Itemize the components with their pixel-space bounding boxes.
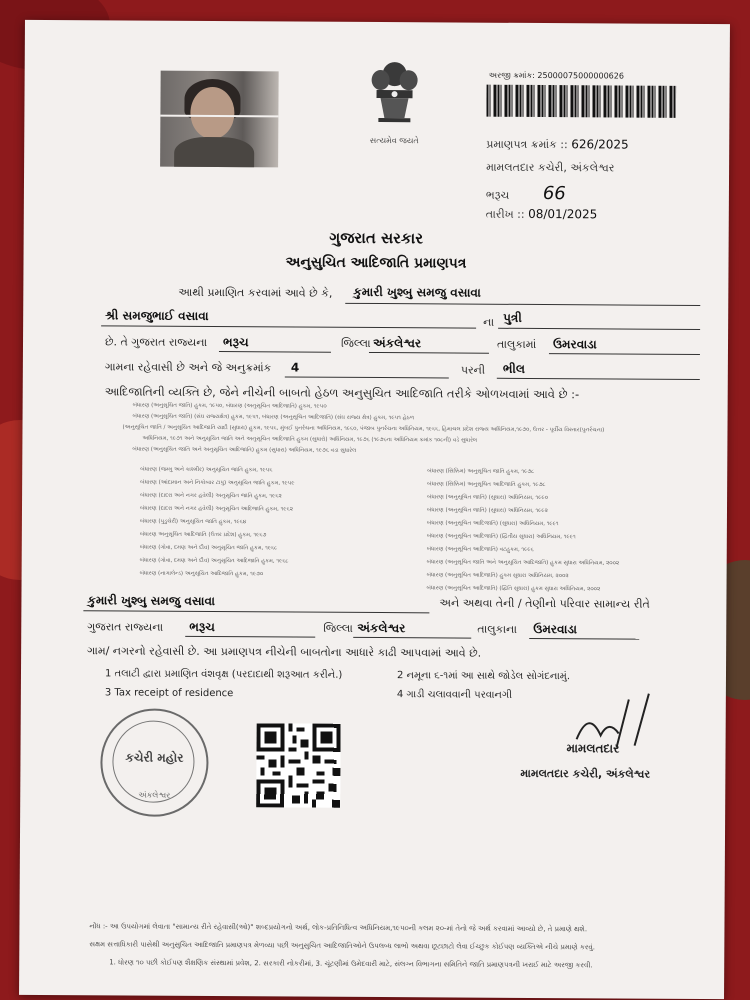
- order-left: બંધારણ (ગોવા, દમણ અને દીવ) અનુસૂચિત આદિજાતિ હુકમ, ૧૯૬૮: [139, 557, 289, 565]
- residence-taluka-label: તાલુકાના: [477, 622, 517, 636]
- order-right: બંધારણ (અનુસૂચિત જાતિ અને અનુસૂચિત આદિજાતિ) હુકમ સુધારા અધિનિયમ, ૨૦૦૨: [426, 559, 620, 567]
- application-number: 25000075000000626: [537, 70, 624, 81]
- certificate-number-row: પ્રમાણપત્ર ક્રમાંક :: 626/2025: [486, 137, 629, 152]
- order-right: બંધારણ (અનુસૂચિત આદિજાતિ) (દ્વિતિ સુધારા) હુકમ સુધારા અધિનિયમ, ૨૦૦૨: [426, 585, 601, 593]
- issue-date: 08/01/2025: [528, 206, 598, 222]
- order-left: બંધારણ (નાગાલેન્ડ) અનુસૂચિત આદિજાતિ હુકમ, ૧૯૭૦: [139, 570, 264, 578]
- order-line: બંધારણ (અનુસૂચિત જાતિ) (સંઘ રાજ્યક્ષેત્ર) હુકમ, ૧૯૫૧, બંધારણ (અનુસૂચિત આદિજાતિ) (સંઘ રાજ્ય ક્ષેત્ર) હુકમ, ૧૯૫૧ હેઠળ: [132, 413, 415, 422]
- order-right: બંધારણ (અનુસૂચિત જાતિ) (સુધારા) અધિનિયમ, ૧૯૯૦: [427, 494, 549, 502]
- footer-note: નોંધ :- આ ઉપયોગમાં લેવાતા "સામાન્ય રીતે રહેવાસી(ઓ)" શબ્દપ્રયોગનો અર્થ, લોક-પ્રતિનિધિત્વ અધિનિયમ,૧૯૫૦ની કલમ ૨૦-માં તેનો જે અર્થ કરવામાં આવ્યો છે, તે પ્રમાણે થશે.: [89, 922, 588, 934]
- signatory-office: મામલતદાર કચેરી, અંકલેશ્વર: [520, 766, 651, 781]
- residence-district: અંકલેશ્વર: [357, 620, 406, 636]
- recognition-text: આદિજાતિની વ્યક્તિ છે, જેને નીચેની બાબતો હેઠળ અનુસુચિત આદિજાતિ તરીકે ઓળખવામાં આવે છે :-: [104, 384, 580, 402]
- underline: [185, 636, 315, 638]
- order-right: બંધારણ (સિક્કિમ) અનુસૂચિત જાતિ હુકમ, ૧૯૭૮: [427, 468, 535, 475]
- serial-handwritten: 66: [542, 183, 566, 205]
- applicant-name: કુમારી ખુશ્બુ સમજુ વસાવા: [353, 284, 481, 300]
- order-left: બંધારણ (જમ્મુ અને કાશ્મીર) અનુસૂચિત જાતિ હુકમ, ૧૯૫૬: [140, 466, 273, 474]
- underline: [529, 638, 639, 640]
- office-seal: [100, 708, 209, 817]
- seal-text: કચેરી મહોર: [125, 750, 184, 765]
- intro-text: આથી પ્રમાણિત કરવામાં આવે છે કે,: [178, 285, 333, 300]
- basis-item: 4 ગાડી ચલાવવાની પરવાનગી: [396, 689, 513, 701]
- order-left: બંધારણ (આંદામાન અને નિકોબાર ટાપુ) અનુસૂચિત જાતિ હુકમ, ૧૯૫૯: [140, 479, 295, 487]
- applicant-photo: [160, 71, 279, 168]
- state-district: ભરૂચ: [222, 335, 249, 350]
- issuing-office: મામલતદાર કચેરી, અંકલેશ્વર: [486, 160, 615, 175]
- basis-text: ગામ/ નગરનો રહેવાસી છે. આ પ્રમાણપત્ર નીચેની બાબતોના આધારે કાઢી આપવામાં આવે છે.: [87, 644, 482, 660]
- certificate-title: અનુસુચિત આદિજાતિ પ્રમાણપત્ર: [285, 254, 467, 272]
- order-right: બંધારણ (સિક્કિમ) અનુસૂચિત આદિજાતિ હુકમ, ૧૯૭૮: [427, 481, 546, 489]
- emblem-caption: સત્યમેવ જયતે: [369, 135, 419, 146]
- basis-item: 1 તલાટી દ્વારા પ્રમાણિત વંશવૃક્ષ (પરદાદાથી શરૂઆત કરીને.): [104, 668, 343, 681]
- national-emblem-icon: [364, 56, 424, 136]
- footer-note: સક્ષમ સત્તાધિકારી પાસેથી અનુસુચિત આદિજાતિ પ્રમાણપત્ર મેળવ્યા પછી અનુસુચિત આદિજાતિઓને ઉપલબ્ધ લાભો અથવા છૂટછાટો લેવા ઈચ્છુક કોઈપણ વ્યક્તિએ નીચે પ્રમાણે કરવું.: [89, 940, 596, 952]
- underline: [369, 352, 489, 354]
- relation-prefix: ના: [483, 315, 495, 329]
- relation: પુત્રી: [503, 310, 522, 325]
- tribe-name: ભીલ: [502, 361, 526, 376]
- header-district-row: [486, 183, 566, 204]
- serial-number: 4: [290, 360, 300, 375]
- underline: [83, 610, 429, 613]
- order-line: બંધારણ (અનુસૂચિત જાતિ) હુકમ, ૧૯૫૦, બંધારણ (અનુસૂચિત આદિજાતિ) હુકમ, ૧૯૫૦: [132, 402, 327, 410]
- order-right: બંધારણ (અનુસૂચિત આદિજાતિ) વટહુકમ, ૧૯૯૬: [426, 546, 534, 553]
- order-line: અધિનિયમ, ૧૯૭૧ અને અનુસૂચિત જાતિ અને અનુસૂચિત આદિજાતિ હુકમ (સુધારો) અધિનિયમ, ૧૯૭૬ (૧૯૭૬ના અધિનિયમ ક્રમાંક ૧૦૮ની) વડે સુધારેલ: [142, 435, 478, 444]
- application-number-row: અરજી ક્રમાંક: 25000075000000626: [488, 70, 624, 81]
- certificate-paper: [19, 20, 730, 999]
- order-right: બંધારણ (અનુસૂચિત આદિજાતિ) (દ્વિતીય સુધારા) અધિનિયમ, ૧૯૯૧: [426, 533, 576, 541]
- residence-taluka: ઉમરવાડા: [533, 621, 578, 637]
- residence-family-text: અને અથવા તેની / તેણીનો પરિવાર સામાન્ય રીતે: [439, 596, 650, 611]
- residence-name: કુમારી ખુશ્બુ સમજુ વસાવા: [87, 593, 215, 609]
- qr-code: [256, 723, 341, 808]
- header-district: ભરૂચ: [485, 188, 510, 202]
- order-right: બંધારણ (અનુસૂચિત આદિજાતિ) હુકમ સુધારા અધિનિયમ, ૨૦૦૨: [426, 572, 569, 580]
- state-text: છે. તે ગુજરાત રાજ્યના: [104, 335, 208, 349]
- village-text: ગામના રહેવાસી છે અને જે અનુક્રમાંક: [104, 360, 272, 375]
- order-line: બંધારણ (અનુસૂચિત જાતિ અને અનુસૂચિત આદિજાતિ) હુકમ (સુધારા) અધિનિયમ, ૧૯૭૬ વડા સુધારેલ: [132, 446, 357, 454]
- order-left: બંધારણ (દાદરા અને નગર હવેલી) અનુસૂચિત આદિજાતિ હુકમ, ૧૯૬૨: [139, 505, 293, 513]
- residence-state-text: ગુજરાત રાજ્યના: [87, 620, 164, 634]
- government-title: ગુજરાત સરકાર: [329, 228, 424, 248]
- residence-district-label: જિલ્લા: [323, 621, 353, 635]
- underline: [497, 378, 700, 380]
- tribe-prefix: પરની: [460, 363, 486, 377]
- father-name: શ્રી સમજુભાઈ વસાવા: [105, 308, 209, 323]
- residence-state-district: ભરૂચ: [189, 619, 215, 635]
- signatory-title: મામલતદાર: [566, 741, 620, 756]
- order-line: (અનુસૂચિત જાતિ / અનુસૂચિત આદિજાતિ યાદી (સુધારા) હુકમ, ૧૯૫૬, મુંબઈ પુનર્રચના અધિનિયમ, ૧૯૬૦, પંજાબ પુનર્રચના અધિનિયમ, ૧૯૬૬, હિમાચલ પ્રદેશ રાજ્ય અધિનિયમ,૧૯૭૦, ઉત્તર - પૂર્વીય વિસ્તાર(પુનર્રચના): [122, 424, 605, 434]
- footer-note: 1. ધોરણ ૧૦ પછી કોઈપણ શૈક્ષણિક સંસ્થામાં પ્રવેશ, 2. સરકારી નોકરીમાં, 3. ચૂંટણીમાં ઉમેદવારી માટે, સંલગ્ન વિભાગના સમિતિને જાતિ પ્રમાણપત્રની ખરાઈ માટે અરજી કરવી.: [109, 958, 593, 970]
- order-left: બંધારણ (ગોવા, દમણ અને દીવ) અનુસૂચિત જાતિ હુકમ, ૧૯૬૮: [139, 544, 278, 552]
- district-label: જિલ્લા: [340, 336, 371, 350]
- order-right: બંધારણ (અનુસૂચિત આદિજાતિ) (સુધારા) અધિનિયમ, ૧૯૯૧: [426, 520, 559, 528]
- taluka-label: તાલુકામાં: [496, 337, 537, 351]
- order-left: બંધારણ (દાદરા અને નગર હવેલી) અનુસૂચિત જાતિ હુકમ, ૧૯૬૨: [140, 492, 282, 500]
- underline: [219, 351, 331, 353]
- taluka: ઉમરવાડા: [552, 337, 597, 352]
- underline: [345, 303, 700, 306]
- order-left: બંધારણ અનુસૂચિત આદિજાતિ (ઉત્તર પ્રદેશ) હુકમ, ૧૯૬૭: [139, 531, 267, 539]
- underline: [101, 325, 476, 328]
- order-left: બંધારણ (પુડુચેરી) અનુસૂચિત જાતિ હુકમ, ૧૯૬૪: [139, 518, 247, 526]
- underline: [498, 328, 700, 330]
- basis-item: 2 નમૂના ૬-૧માં આ સાથે જોડેલ સોગંદનામું.: [396, 670, 571, 683]
- underline: [285, 376, 449, 378]
- barcode: [486, 85, 676, 118]
- basis-item: 3 Tax receipt of residence: [104, 687, 234, 700]
- order-right: બંધારણ (અનુસૂચિત જાતિ) (સુધારા) અધિનિયમ, ૧૯૯૨: [426, 507, 548, 515]
- district: અંકલેશ્વર: [372, 335, 422, 351]
- certificate-number: 626/2025: [571, 137, 629, 152]
- date-row: તારીખ :: 08/01/2025: [485, 206, 598, 222]
- underline: [549, 353, 700, 355]
- seal-bottom-text: અંકલેશ્વર: [138, 790, 171, 800]
- underline: [353, 637, 471, 639]
